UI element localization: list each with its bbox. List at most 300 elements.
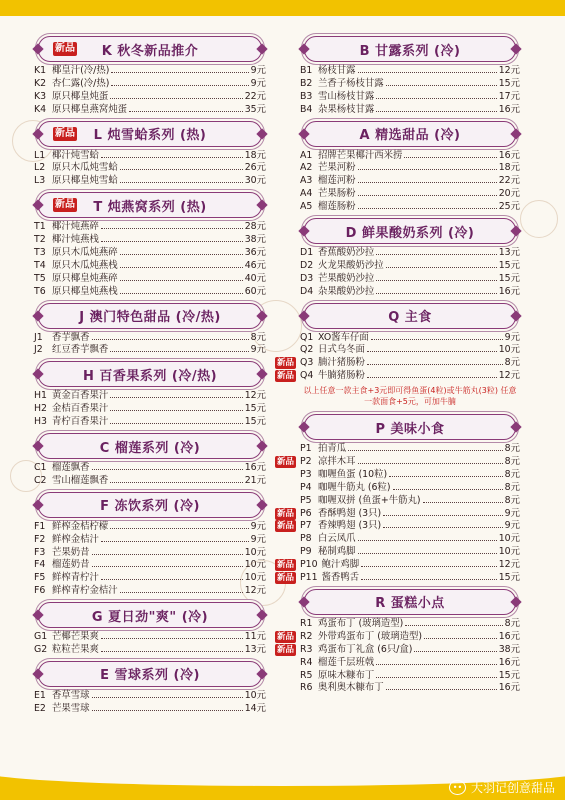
item-price: 8元 xyxy=(504,443,520,455)
leader-dots xyxy=(358,169,497,170)
item-code: F2 xyxy=(34,533,46,545)
leader-dots xyxy=(367,364,503,365)
item-name: 原只椰皇炖雪蛤 xyxy=(52,175,118,187)
item-price: 22元 xyxy=(498,175,520,187)
item-code: P2 xyxy=(300,456,312,468)
menu-item xyxy=(277,630,520,644)
item-name: 白云凤爪 xyxy=(318,533,356,545)
item-code: E2 xyxy=(34,702,46,714)
item-price: 60元 xyxy=(244,285,266,297)
item-name: 鸡蛋布丁 (玻璃造型) xyxy=(318,617,404,629)
item-price: 16元 xyxy=(498,682,520,694)
item-name: 雪山榴莲飘香 xyxy=(52,474,109,486)
item-name: 香酥鸭翅 (3只) xyxy=(318,507,382,519)
leader-dots xyxy=(120,592,243,593)
item-name: 凉拌木耳 xyxy=(318,456,356,468)
leader-dots xyxy=(376,293,496,294)
item-code: C1 xyxy=(34,462,47,474)
item-code: R5 xyxy=(300,669,313,681)
item-code: K2 xyxy=(34,77,47,89)
item-name: 香草雪球 xyxy=(52,689,90,701)
item-price: 38元 xyxy=(244,234,266,246)
menu-item xyxy=(34,175,266,188)
menu-section xyxy=(300,121,520,218)
leader-dots xyxy=(376,280,496,281)
item-code: P8 xyxy=(300,533,312,545)
item-price: 10元 xyxy=(244,546,266,558)
section-gap xyxy=(34,716,266,720)
menu-item xyxy=(34,462,266,475)
item-code: P10 xyxy=(300,559,318,571)
item-code: T6 xyxy=(34,285,46,297)
item-name: 鲍汁鸡脚 xyxy=(321,559,360,571)
menu-item xyxy=(300,546,520,559)
item-code: Q2 xyxy=(300,344,314,356)
leader-dots xyxy=(120,267,243,268)
menu-item xyxy=(34,703,266,716)
item-name: 榴莲飘香 xyxy=(52,462,90,474)
leader-dots xyxy=(361,566,497,567)
new-badge: 新品 xyxy=(55,43,75,54)
menu-section xyxy=(277,414,520,589)
menu-item xyxy=(277,357,520,370)
item-code: E1 xyxy=(34,689,46,701)
section-banner xyxy=(38,303,262,329)
leader-dots xyxy=(110,98,242,99)
menu-item xyxy=(34,247,266,260)
item-name: 鲜榨青柠汁 xyxy=(52,572,99,584)
item-name: 鲜榨金桔柠檬 xyxy=(52,520,109,532)
menu-item xyxy=(34,273,266,286)
item-code: P6 xyxy=(300,507,312,519)
section-title: J 澳门特色甜品 (冷/热) xyxy=(79,310,221,326)
item-price: 9元 xyxy=(504,507,520,519)
item-name: 原只木瓜炖燕碎 xyxy=(52,247,118,259)
item-code: R3 xyxy=(300,643,313,655)
item-price: 38元 xyxy=(498,643,520,655)
leader-dots xyxy=(389,476,503,477)
menu-item xyxy=(34,221,266,234)
section-gap xyxy=(300,695,520,699)
item-code: A3 xyxy=(300,175,313,187)
item-price: 10元 xyxy=(244,689,266,701)
item-price: 35元 xyxy=(244,103,266,115)
new-badge: 新品 xyxy=(277,644,295,655)
new-badge: 新品 xyxy=(55,199,75,211)
menu-section xyxy=(277,589,520,699)
menu-section xyxy=(300,218,520,303)
item-price: 9元 xyxy=(250,77,266,89)
menu-section xyxy=(34,36,266,121)
item-name: 椰皇汁(冷/热) xyxy=(52,65,110,76)
watermark xyxy=(449,779,555,796)
section-banner xyxy=(38,121,262,147)
menu-item xyxy=(300,175,520,188)
leader-dots xyxy=(101,541,249,542)
menu-section xyxy=(34,492,266,602)
section-banner xyxy=(304,303,516,329)
item-code: P4 xyxy=(300,481,312,493)
item-name: 雪山杨枝甘露 xyxy=(318,90,375,102)
leader-dots xyxy=(404,157,496,158)
menu-item xyxy=(277,520,520,533)
item-price: 16元 xyxy=(244,462,266,474)
leader-dots xyxy=(367,351,497,352)
leader-dots xyxy=(376,98,496,99)
leader-dots xyxy=(120,254,243,255)
menu-item xyxy=(300,469,520,482)
section-title: L 炖雪蛤系列 (热) xyxy=(93,128,207,144)
item-code: D1 xyxy=(300,247,314,259)
section-title: D 鲜果酸奶系列 (冷) xyxy=(345,225,475,241)
item-price: 20元 xyxy=(498,188,520,200)
item-price: 16元 xyxy=(498,630,520,642)
item-price: 18元 xyxy=(244,149,266,161)
item-code: F3 xyxy=(34,546,46,558)
item-code: T3 xyxy=(34,247,46,259)
menu-item xyxy=(34,690,266,703)
leader-dots xyxy=(92,554,243,555)
menu-item xyxy=(300,162,520,175)
new-badge: 新品 xyxy=(277,573,295,584)
leader-dots xyxy=(376,254,496,255)
item-name: 红豆香芋飘香 xyxy=(52,344,109,356)
section-banner xyxy=(38,492,262,518)
item-name: 原味木糠布丁 xyxy=(318,669,375,681)
item-code: Q4 xyxy=(300,370,314,382)
leader-dots xyxy=(367,377,497,378)
item-name: 椰汁炖燕碎 xyxy=(52,221,99,233)
menu-item xyxy=(34,286,266,299)
leader-dots xyxy=(361,579,497,580)
section-title: Q 主食 xyxy=(388,310,432,326)
section-banner xyxy=(38,602,262,628)
leader-dots xyxy=(383,527,503,528)
item-code: K3 xyxy=(34,90,47,102)
item-name: 咖喱双拼 (鱼蛋+牛筋丸) xyxy=(318,494,421,506)
item-name: 芒果雪球 xyxy=(52,702,90,714)
section-title: R 蛋糕小点 xyxy=(375,596,445,612)
item-code: P5 xyxy=(300,494,312,506)
menu-item xyxy=(34,78,266,91)
section-banner xyxy=(304,414,516,440)
item-name: 芒椰芒果爽 xyxy=(52,631,99,643)
item-price: 9元 xyxy=(250,65,266,76)
item-price: 8元 xyxy=(504,468,520,480)
item-price: 10元 xyxy=(498,344,520,356)
menu-item xyxy=(34,344,266,357)
item-code: R2 xyxy=(300,630,313,642)
item-price: 12元 xyxy=(498,370,520,382)
item-code: J1 xyxy=(34,331,43,343)
item-code: A5 xyxy=(300,201,313,213)
menu-item xyxy=(300,482,520,495)
item-name: 奥利奥木糠布丁 xyxy=(318,682,384,694)
item-name: 拍青瓜 xyxy=(318,443,347,455)
menu-item xyxy=(34,104,266,117)
item-price: 15元 xyxy=(498,77,520,89)
menu-item xyxy=(277,456,520,469)
leader-dots xyxy=(386,689,497,690)
menu-item xyxy=(300,670,520,683)
item-code: R1 xyxy=(300,617,313,629)
item-name: 咖喱鱼蛋 (10粒) xyxy=(318,468,388,480)
leader-dots xyxy=(101,157,243,158)
item-code: L2 xyxy=(34,162,46,174)
item-price: 14元 xyxy=(244,702,266,714)
menu-item xyxy=(34,403,266,416)
menu-item xyxy=(34,572,266,585)
item-name: 原只椰皇燕窝炖蛋 xyxy=(52,103,128,115)
section-title: K 秋冬新品推介 xyxy=(101,43,199,59)
menu-item xyxy=(300,332,520,345)
item-price: 15元 xyxy=(498,669,520,681)
item-code: B3 xyxy=(300,90,313,102)
item-name: 酱香鸭舌 xyxy=(321,572,360,584)
item-price: 15元 xyxy=(498,259,520,271)
section-title: A 精选甜品 (冷) xyxy=(359,128,461,144)
section-title: C 榴莲系列 (冷) xyxy=(99,440,201,456)
leader-dots xyxy=(101,228,243,229)
menu-item xyxy=(300,65,520,78)
item-price: 10元 xyxy=(244,572,266,584)
leader-dots xyxy=(92,697,243,698)
menu-item xyxy=(300,201,520,214)
item-name: 火龙果酸奶沙拉 xyxy=(318,259,384,271)
item-price: 22元 xyxy=(244,90,266,102)
item-code: B4 xyxy=(300,103,313,115)
section-banner xyxy=(304,589,516,615)
menu-item xyxy=(277,643,520,657)
leader-dots xyxy=(358,72,497,73)
item-name: 香蕉酸奶沙拉 xyxy=(318,247,375,259)
menu-item xyxy=(277,370,520,383)
item-name: 原只木瓜炖燕栈 xyxy=(52,259,118,271)
item-name: 腩汁猪肠粉 xyxy=(318,357,365,369)
leader-dots xyxy=(376,677,496,678)
menu-item xyxy=(300,495,520,508)
item-price: 15元 xyxy=(244,403,266,415)
menu-item xyxy=(300,273,520,286)
item-name: XO酱车仔面 xyxy=(318,331,369,343)
item-price: 16元 xyxy=(498,656,520,668)
item-name: 咖喱牛筋丸 (6粒) xyxy=(318,481,391,493)
item-price: 12元 xyxy=(498,559,520,571)
leader-dots xyxy=(92,339,249,340)
item-code: T4 xyxy=(34,259,46,271)
leader-dots xyxy=(358,208,497,209)
leader-dots xyxy=(405,625,502,626)
item-code: P1 xyxy=(300,443,312,455)
item-name: 椰汁炖雪蛤 xyxy=(52,149,99,161)
item-name: 芒果酸奶沙拉 xyxy=(318,272,375,284)
item-price: 15元 xyxy=(498,572,520,584)
menu-item xyxy=(300,78,520,91)
section-title: E 雪球系列 (冷) xyxy=(100,668,200,684)
section-title: T 炖燕窝系列 (热) xyxy=(93,199,207,215)
item-name: 牛腩猪肠粉 xyxy=(318,370,365,382)
leader-dots xyxy=(383,515,503,516)
leader-dots xyxy=(110,410,242,411)
leader-dots xyxy=(393,489,503,490)
menu-item xyxy=(34,631,266,644)
section-banner xyxy=(304,218,516,244)
item-price: 12元 xyxy=(244,390,266,402)
new-badge: 新品 xyxy=(277,560,295,571)
section-banner xyxy=(38,192,262,218)
item-name: 日式乌冬面 xyxy=(318,344,365,356)
new-badge: 新品 xyxy=(277,631,295,642)
item-code: Q1 xyxy=(300,331,314,343)
new-badge: 新品 xyxy=(277,508,295,519)
menu-item xyxy=(300,657,520,670)
leader-dots xyxy=(111,72,248,73)
item-code: B1 xyxy=(300,65,313,76)
wechat-icon: •• xyxy=(449,780,466,795)
section-banner xyxy=(38,361,262,387)
menu-item xyxy=(34,534,266,547)
item-code: L1 xyxy=(34,149,46,161)
item-price: 10元 xyxy=(498,533,520,545)
leader-dots xyxy=(101,651,243,652)
menu-item xyxy=(34,91,266,104)
item-price: 36元 xyxy=(244,247,266,259)
item-name: 芒果肠粉 xyxy=(318,188,356,200)
menu-item xyxy=(34,547,266,560)
menu-column-left xyxy=(34,36,266,720)
leader-dots xyxy=(101,638,243,639)
leader-dots xyxy=(358,182,497,183)
menu-item xyxy=(300,533,520,546)
item-price: 16元 xyxy=(498,103,520,115)
section-title: G 夏日劲"爽" (冷) xyxy=(91,609,209,625)
menu-item xyxy=(300,618,520,631)
menu-item xyxy=(300,260,520,273)
item-name: 杂果酸奶沙拉 xyxy=(318,285,375,297)
item-code: P11 xyxy=(300,572,318,584)
item-name: 杏仁露(冷/热) xyxy=(52,77,110,89)
item-code: F5 xyxy=(34,572,46,584)
item-name: 榴莲河粉 xyxy=(318,175,356,187)
menu-item xyxy=(34,585,266,598)
item-name: 青柠百香果汁 xyxy=(52,416,109,428)
leader-dots xyxy=(120,293,243,294)
item-name: 鸡蛋布丁礼盒 (6只/盒) xyxy=(318,643,413,655)
item-name: 杂果杨枝甘露 xyxy=(318,103,375,115)
item-code: D4 xyxy=(300,285,314,297)
leader-dots xyxy=(92,469,243,470)
item-code: H3 xyxy=(34,416,48,428)
section-banner xyxy=(304,121,516,147)
leader-dots xyxy=(110,351,248,352)
item-name: 秘制鸡脚 xyxy=(318,546,356,558)
item-price: 10元 xyxy=(498,546,520,558)
item-price: 28元 xyxy=(244,221,266,233)
new-badge: 新品 xyxy=(277,521,295,532)
item-name: 杨枝甘露 xyxy=(318,65,356,76)
item-name: 外带鸡蛋布丁 (玻璃造型) xyxy=(318,630,423,642)
item-price: 25元 xyxy=(498,201,520,213)
item-price: 11元 xyxy=(244,631,266,643)
menu-column-right xyxy=(277,36,520,699)
item-code: A1 xyxy=(300,149,313,161)
item-name: 椰汁炖燕栈 xyxy=(52,234,99,246)
item-price: 17元 xyxy=(498,90,520,102)
item-price: 15元 xyxy=(498,272,520,284)
item-code: H2 xyxy=(34,403,48,415)
item-price: 8元 xyxy=(250,331,266,343)
item-price: 9元 xyxy=(250,344,266,356)
item-name: 招牌芒果椰汁西米捞 xyxy=(318,149,403,161)
new-badge: 新品 xyxy=(277,371,295,382)
item-price: 12元 xyxy=(498,65,520,76)
item-price: 8元 xyxy=(504,357,520,369)
item-name: 兰香子杨枝甘露 xyxy=(318,77,384,89)
menu-item xyxy=(34,475,266,488)
menu-item xyxy=(277,572,520,585)
item-code: P3 xyxy=(300,468,312,480)
item-price: 8元 xyxy=(504,617,520,629)
leader-dots xyxy=(424,638,497,639)
item-name: 鲜榨金桔汁 xyxy=(52,533,99,545)
leader-dots xyxy=(110,423,242,424)
item-code: A2 xyxy=(300,162,313,174)
item-price: 9元 xyxy=(504,331,520,343)
leader-dots xyxy=(358,540,497,541)
item-name: 芒果奶昔 xyxy=(52,546,90,558)
menu-item xyxy=(34,150,266,163)
item-name: 香辣鸭翅 (3只) xyxy=(318,520,382,532)
item-price: 9元 xyxy=(250,520,266,532)
item-price: 8元 xyxy=(504,481,520,493)
menu-section xyxy=(34,602,266,661)
item-code: B2 xyxy=(300,77,313,89)
item-code: T2 xyxy=(34,234,46,246)
menu-item xyxy=(34,416,266,429)
item-name: 芒果河粉 xyxy=(318,162,356,174)
menu-item xyxy=(300,91,520,104)
item-name: 榴莲奶昔 xyxy=(52,559,90,571)
item-code: R6 xyxy=(300,682,313,694)
new-badge: 新品 xyxy=(277,358,295,369)
menu-item xyxy=(34,260,266,273)
leader-dots xyxy=(110,528,248,529)
leader-dots xyxy=(371,339,503,340)
leader-dots xyxy=(414,651,496,652)
section-banner xyxy=(38,433,262,459)
menu-section xyxy=(277,303,520,415)
section-banner xyxy=(38,36,262,62)
leader-dots xyxy=(92,710,243,711)
menu-section xyxy=(34,661,266,720)
menu-item xyxy=(300,188,520,201)
leader-dots xyxy=(376,111,496,112)
item-code: D3 xyxy=(300,272,314,284)
leader-dots xyxy=(348,450,503,451)
leader-dots xyxy=(376,664,496,665)
top-yellow-bar xyxy=(0,0,565,16)
menu-item xyxy=(300,286,520,299)
leader-dots xyxy=(358,195,497,196)
item-code: T5 xyxy=(34,272,46,284)
item-name: 榴莲肠粉 xyxy=(318,201,356,213)
menu-item xyxy=(34,521,266,534)
menu-item xyxy=(300,247,520,260)
menu-item xyxy=(34,234,266,247)
menu-item xyxy=(34,162,266,175)
item-name: 榴莲千层班戟 xyxy=(318,656,375,668)
item-code: P7 xyxy=(300,520,312,532)
